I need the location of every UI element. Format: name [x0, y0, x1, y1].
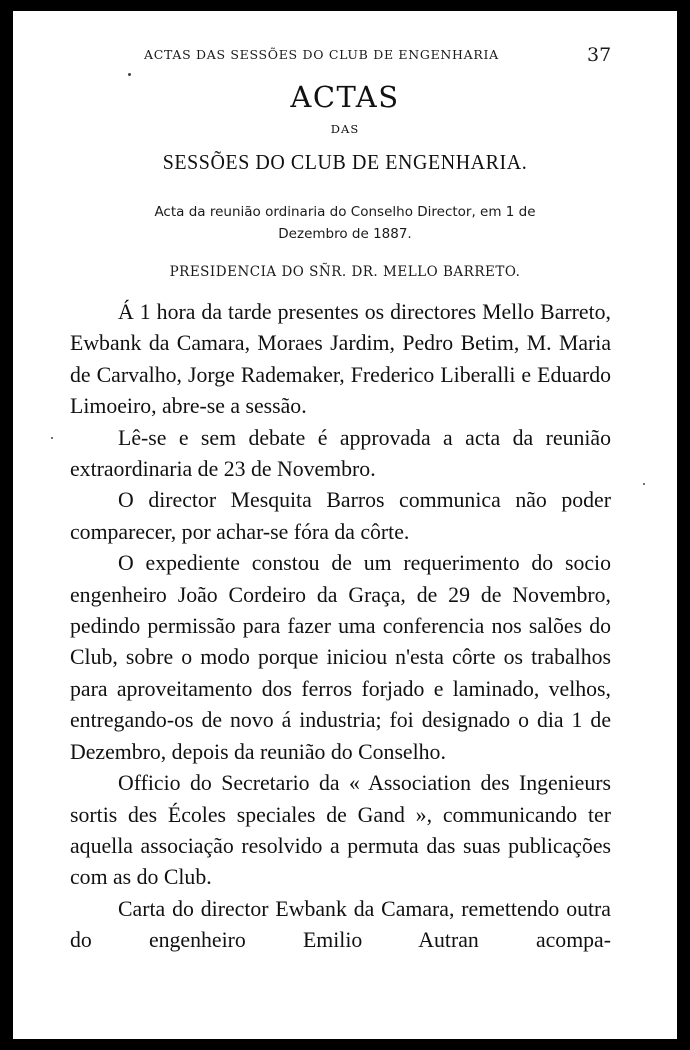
- acta-heading: [13, 201, 677, 245]
- main-title: ACTAS: [290, 80, 400, 114]
- running-head: [13, 44, 677, 69]
- paragraph-officio: Officio do Secretario da « Association des Ingenieurs sortis des Écoles speciales de Gand », communicando ter aquella associação resolvido a permuta das suas publicações com as do Club.: [70, 771, 611, 890]
- print-speck: [643, 483, 645, 485]
- presidencia-line: PRESIDENCIA DO SÑR. DR. MELLO BARRETO.: [169, 264, 521, 280]
- paragraph-expediente: O expediente constou de um requerimento do socio engenheiro João Cordeiro da Graça, de 29 de Novembro, pedindo permissão para fazer uma conferencia nos salões do Club, sobre o modo porque iniciou n'esta côrte os trabalhos para aproveitamento dos ferros forjado e laminado, velhos, entregando-os de novo á industria; foi designado o dia 1 de Dezembro, depois da reunião do Conselho.: [70, 551, 611, 764]
- page-number: 37: [587, 44, 612, 66]
- paragraph-absence: O director Mesquita Barros communica não poder comparecer, por achar-se fóra da côrte.: [70, 488, 611, 544]
- paragraph-carta: Carta do director Ewbank da Camara, remettendo outra do engenheiro Emilio Autran acompa-: [70, 896, 611, 953]
- document-page: [13, 11, 677, 1039]
- title-das: DAS: [330, 122, 360, 136]
- section-title: SESSÕES DO CLUB DE ENGENHARIA.: [162, 150, 528, 174]
- minutes-body: [70, 297, 611, 957]
- print-speck: [128, 73, 131, 76]
- acta-heading-line-1: Acta da reunião ordinaria do Conselho Director, em 1 de: [154, 204, 536, 220]
- print-speck: [51, 437, 53, 439]
- acta-heading-line-2: Dezembro de 1887.: [278, 226, 412, 242]
- running-title: ACTAS DAS SESSÕES DO CLUB DE ENGENHARIA: [144, 47, 499, 62]
- paragraph-approval: Lê-se e sem debate é approvada a acta da reunião extraordinaria de 23 de Novembro.: [70, 425, 611, 482]
- paragraph-opening: Á 1 hora da tarde presentes os directores Mello Barreto, Ewbank da Camara, Moraes Jardim, Pedro Betim, M. Maria de Carvalho, Jorge Rademaker, Frederico Liberalli e Eduardo Limoeiro, abre-se a sessão.: [70, 300, 611, 419]
